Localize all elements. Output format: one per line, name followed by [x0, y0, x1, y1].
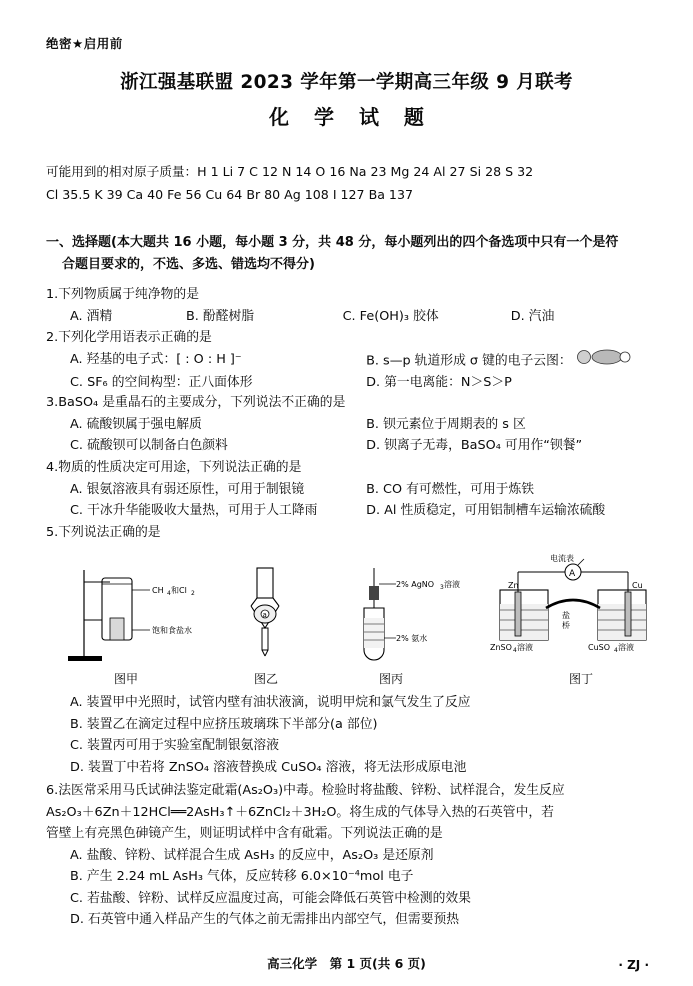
figure-jia-apparatus	[54, 562, 204, 670]
svg-text:2% 氨水: 2% 氨水	[396, 634, 428, 643]
question-3-options-row-2	[46, 435, 650, 457]
question-2	[46, 327, 650, 394]
svg-text:Cu: Cu	[632, 581, 643, 590]
question-5-option-d: D. 装置丁中若将 ZnSO₄ 溶液替换成 CuSO₄ 溶液，将无法形成原电池	[70, 759, 467, 775]
figure-ding-caption: 图丁	[568, 672, 593, 686]
question-4-option-d: D. Al 性质稳定，可用铝制槽车运输浓硫酸	[366, 503, 606, 518]
question-3-text: BaSO₄ 是重晶石的主要成分，下列说法不正确的是	[58, 395, 346, 410]
svg-text:4: 4	[167, 590, 171, 597]
question-6-text-1: 法医常采用马氏试砷法鉴定砒霜(As₂O₃)中毒。检验时将盐酸、锌粉、试样混合，发生反应	[58, 783, 565, 798]
question-1	[46, 284, 650, 327]
question-4-options-row-1	[46, 479, 650, 501]
svg-text:CH: CH	[152, 586, 164, 595]
svg-text:电流表: 电流表	[550, 554, 574, 563]
figure-jia-caption: 图甲	[113, 672, 138, 686]
question-2-stem	[46, 327, 650, 349]
svg-text:溶液: 溶液	[444, 580, 460, 589]
svg-text:4: 4	[513, 647, 517, 654]
atomic-mass-line-1: 可能用到的相对原子质量：H 1 Li 7 C 12 N 14 O 16 Na 23 Mg 24 Al 27 Si 28 S 32	[46, 164, 534, 179]
electron-cloud-icon	[576, 349, 632, 373]
svg-text:A: A	[569, 569, 576, 579]
question-5-options	[46, 692, 650, 778]
question-4-options-row-2	[46, 500, 650, 522]
question-1-text: 下列物质属于纯净物的是	[58, 287, 199, 302]
question-5-option-b: B. 装置乙在滴定过程中应挤压玻璃珠下半部分(a 部位)	[70, 716, 378, 732]
figure-bing-caption: 图丙	[378, 672, 403, 686]
question-4-text: 物质的性质决定可用途，下列说法正确的是	[58, 460, 302, 475]
question-2-number: 2.	[46, 330, 59, 345]
question-6-stem-line-3: 管壁上有亮黑色砷镜产生，则证明试样中含有砒霜。下列说法正确的是	[46, 826, 443, 841]
question-6-option-d: D. 石英管中通入样品产生的气体之前无需排出内部空气，但需要预热	[70, 912, 460, 927]
question-4-stem	[46, 457, 650, 479]
question-2-option-d: D. 第一电离能：N＞S＞P	[366, 375, 512, 390]
figure-yi-caption: 图乙	[253, 672, 278, 686]
question-5-text: 下列说法正确的是	[58, 525, 161, 540]
svg-text:ZnSO: ZnSO	[490, 643, 512, 652]
question-5-option-a: A. 装置甲中光照时，试管内壁有油状液滴，说明甲烷和氯气发生了反应	[70, 695, 471, 710]
figure-bing-apparatus	[334, 562, 484, 670]
question-4-option-c: C. 干冰升华能吸收大量热，可用于人工降雨	[70, 503, 318, 518]
figure-ding-apparatus	[488, 552, 658, 670]
question-4-number: 4.	[46, 460, 59, 475]
question-6-number: 6.	[46, 783, 59, 798]
section-heading-line-2: 合题目要求的，不选、多选、错选均不得分)	[62, 257, 315, 272]
svg-text:Zn: Zn	[508, 581, 519, 590]
svg-text:桥: 桥	[562, 621, 570, 630]
svg-text:2: 2	[191, 590, 195, 597]
question-2-option-c: C. SF₆ 的空间构型：正八面体形	[70, 375, 253, 390]
question-5-number: 5.	[46, 525, 59, 540]
question-1-number: 1.	[46, 287, 59, 302]
svg-text:和Cl: 和Cl	[171, 586, 187, 595]
question-6-stem-line-2: As₂O₃＋6Zn＋12HCl══2AsH₃↑＋6ZnCl₂＋3H₂O。将生成的气体导入热的石英管中，若	[46, 804, 554, 820]
question-5	[46, 522, 650, 544]
question-3-option-d: D. 钡离子无毒，BaSO₄ 可用作“钡餐”	[366, 438, 583, 453]
question-3	[46, 392, 650, 457]
section-heading	[46, 232, 650, 276]
question-4-option-b: B. CO 有可燃性，可用于炼铁	[366, 481, 535, 497]
svg-text:4: 4	[614, 647, 618, 654]
question-6-option-c: C. 若盐酸、锌粉、试样反应温度过高，可能会降低石英管中检测的效果	[70, 890, 471, 906]
footer-page-info: 高三化学 第 1 页(共 6 页)	[267, 956, 426, 971]
svg-text:盐: 盐	[562, 611, 570, 620]
svg-text:溶液: 溶液	[618, 643, 634, 652]
question-1-stem	[46, 284, 650, 306]
question-4-option-a: A. 银氨溶液具有弱还原性，可用于制银镜	[70, 481, 305, 497]
footer-code: · ZJ ·	[618, 958, 649, 972]
question-1-option-a: A. 酒精	[70, 308, 113, 324]
atomic-mass-line-2: Cl 35.5 K 39 Ca 40 Fe 56 Cu 64 Br 80 Ag 108 I 127 Ba 137	[46, 187, 413, 202]
question-1-option-c: C. Fe(OH)₃ 胶体	[342, 308, 439, 324]
question-5-figures	[46, 554, 650, 690]
atomic-mass-block	[46, 160, 650, 206]
question-2-option-a: A. 羟基的电子式：[ : O : H ]⁻	[70, 351, 242, 367]
section-heading-line-1: 一、选择题(本大题共 16 小题，每小题 3 分，共 48 分，每小题列出的四个备选项中只有一个是符	[46, 235, 619, 250]
question-5-stem	[46, 522, 650, 544]
question-2-text: 下列化学用语表示正确的是	[58, 330, 212, 345]
question-5-option-c: C. 装置丙可用于实验室配制银氨溶液	[70, 738, 280, 753]
question-2-option-b: B. s—p 轨道形成 σ 键的电子云图：	[366, 349, 650, 373]
subject-title: 化 学 试 题	[269, 105, 433, 129]
svg-text:2% AgNO: 2% AgNO	[396, 580, 435, 589]
question-3-options-row-1	[46, 414, 650, 436]
question-1-options	[46, 306, 650, 328]
question-6-stem-line-1	[46, 780, 650, 802]
question-4	[46, 457, 650, 522]
question-3-option-a: A. 硫酸钡属于强电解质	[70, 416, 202, 432]
svg-text:饱和食盐水: 饱和食盐水	[152, 626, 192, 635]
svg-text:CuSO: CuSO	[588, 643, 611, 652]
question-6	[46, 780, 650, 931]
question-3-stem	[46, 392, 650, 414]
page-title: 浙江强基联盟 2023 学年第一学期高三年级 9 月联考	[120, 72, 573, 93]
question-2-options-row-2	[46, 372, 650, 394]
question-1-option-b: B. 酚醛树脂	[186, 308, 255, 324]
question-1-option-d: D. 汽油	[510, 308, 555, 324]
question-6-option-b: B. 产生 2.24 mL AsH₃ 气体，反应转移 6.0×10⁻⁴mol 电子	[70, 869, 414, 884]
page-footer	[0, 954, 693, 972]
svg-text:溶液: 溶液	[517, 643, 533, 652]
question-2-options-row-1	[46, 349, 650, 373]
secret-label: 绝密★启用前	[46, 36, 123, 51]
question-3-option-c: C. 硫酸钡可以制备白色颜料	[70, 438, 228, 453]
question-3-option-b: B. 钡元素位于周期表的 s 区	[366, 416, 526, 432]
figure-yi-apparatus	[221, 562, 311, 670]
question-3-number: 3.	[46, 395, 59, 410]
svg-text:a: a	[262, 611, 267, 619]
question-6-option-a: A. 盐酸、锌粉、试样混合生成 AsH₃ 的反应中，As₂O₃ 是还原剂	[70, 847, 434, 863]
svg-text:3: 3	[440, 584, 444, 591]
